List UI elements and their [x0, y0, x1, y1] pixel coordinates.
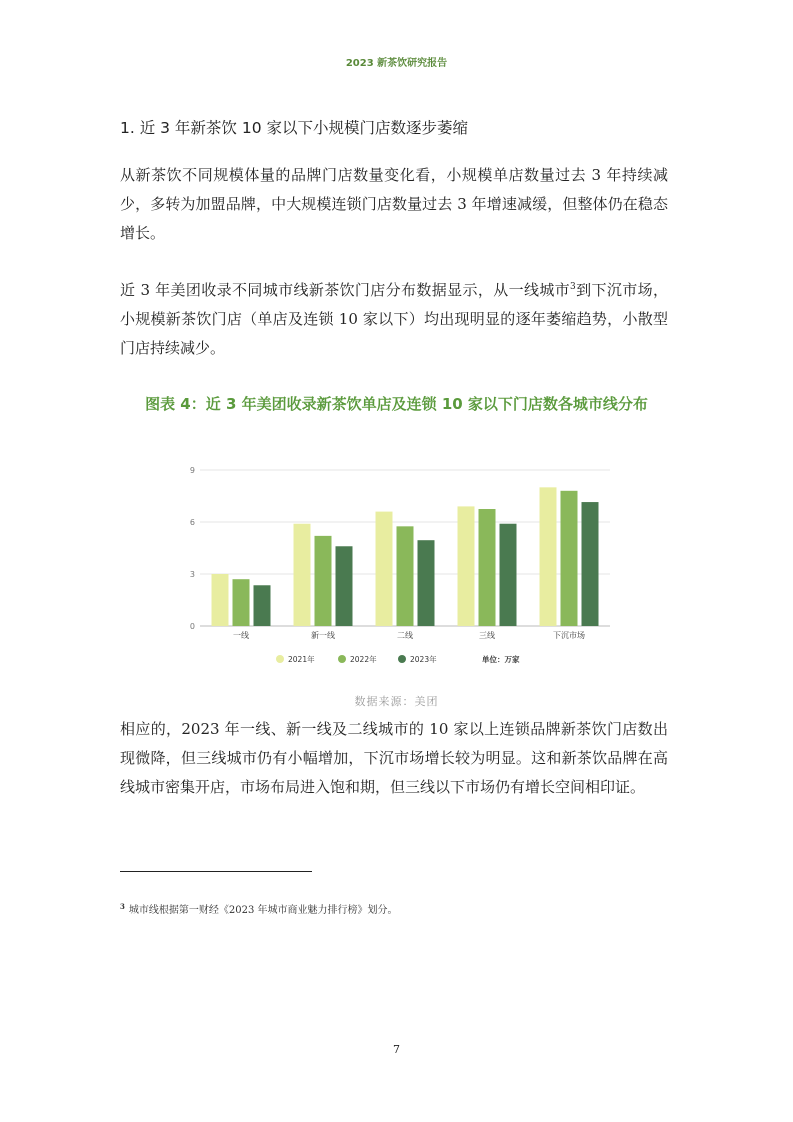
x-tick-label: 下沉市场 [553, 631, 585, 640]
footnote-marker: 3 [120, 901, 125, 911]
y-tick-label: 0 [189, 622, 195, 631]
bar-2021年-下沉市场 [540, 487, 557, 626]
legend-swatch [338, 655, 346, 663]
figure-source: 数据来源：美团 [354, 695, 439, 708]
bar-2023年-下沉市场 [582, 502, 599, 626]
bar-2022年-新一线 [315, 536, 332, 626]
bar-2022年-三线 [479, 509, 496, 626]
x-tick-label: 二线 [397, 631, 413, 640]
y-tick-label: 6 [189, 518, 195, 527]
bar-2021年-新一线 [294, 524, 311, 626]
legend-swatch [398, 655, 406, 663]
footnote-text: 城市线根据第一财经《2023 年城市商业魅力排行榜》划分。 [128, 905, 398, 916]
y-tick-label: 3 [189, 570, 195, 579]
bar-2022年-下沉市场 [561, 491, 578, 626]
y-tick-label: 9 [189, 466, 195, 475]
report-header: 2023 新茶饮研究报告 [345, 58, 448, 69]
chart-legend [276, 654, 520, 664]
bar-2023年-一线 [254, 585, 271, 626]
chart-bars [212, 487, 599, 626]
legend-label: 2021年 [288, 655, 315, 664]
paragraph-1: 从新茶饮不同规模体量的品牌门店数量变化看，小规模单店数量过去 3 年持续减少，多转为加盟品牌，中大规模连锁门店数量过去 3 年增速减缓，但整体仍在稳态增长。 [120, 166, 668, 242]
x-tick-label: 新一线 [311, 631, 335, 640]
footnote-ref[interactable]: 3 [570, 282, 576, 292]
paragraph-2 [120, 273, 668, 363]
bar-2022年-一线 [233, 579, 250, 626]
page-number: 7 [393, 1043, 400, 1056]
bar-2021年-一线 [212, 574, 229, 626]
bar-2023年-二线 [418, 540, 435, 626]
section-title: 1. 近 3 年新茶饮 10 家以下小规模门店数逐步萎缩 [120, 119, 469, 137]
bar-2023年-三线 [500, 524, 517, 626]
bar-2022年-二线 [397, 526, 414, 626]
footnote-divider [120, 871, 312, 872]
bar-chart [170, 455, 620, 680]
x-tick-label: 三线 [479, 631, 495, 640]
legend-label: 2022年 [350, 655, 377, 664]
paragraph-3: 相应的，2023 年一线、新一线及二线城市的 10 家以上连锁品牌新茶饮门店数出现微降，但三线城市仍有小幅增加，下沉市场增长较为明显。这和新茶饮品牌在高线城市密集开店，市场布局进入饱和期，但三线以下市场仍有增长空间相印证。 [120, 720, 668, 796]
footnote [120, 901, 398, 916]
legend-swatch [276, 655, 284, 663]
bar-2023年-新一线 [336, 546, 353, 626]
paragraph-2-part-b: 到下沉市场，小规模新茶饮门店（单店及连锁 10 家以下）均出现明显的逐年萎缩趋势，小散型门店持续减少。 [120, 281, 668, 357]
x-tick-label: 一线 [233, 631, 249, 640]
paragraph-2-part-a: 近 3 年美团收录不同城市线新茶饮门店分布数据显示，从一线城市 [120, 281, 571, 299]
figure-title: 图表 4：近 3 年美团收录新茶饮单店及连锁 10 家以下门店数各城市线分布 [145, 395, 648, 413]
x-axis-ticks [233, 630, 585, 640]
bar-2021年-二线 [376, 512, 393, 626]
bar-2021年-三线 [458, 506, 475, 626]
unit-label: 单位：万家 [482, 655, 520, 664]
y-axis-ticks [190, 466, 195, 631]
legend-label: 2023年 [410, 655, 437, 664]
